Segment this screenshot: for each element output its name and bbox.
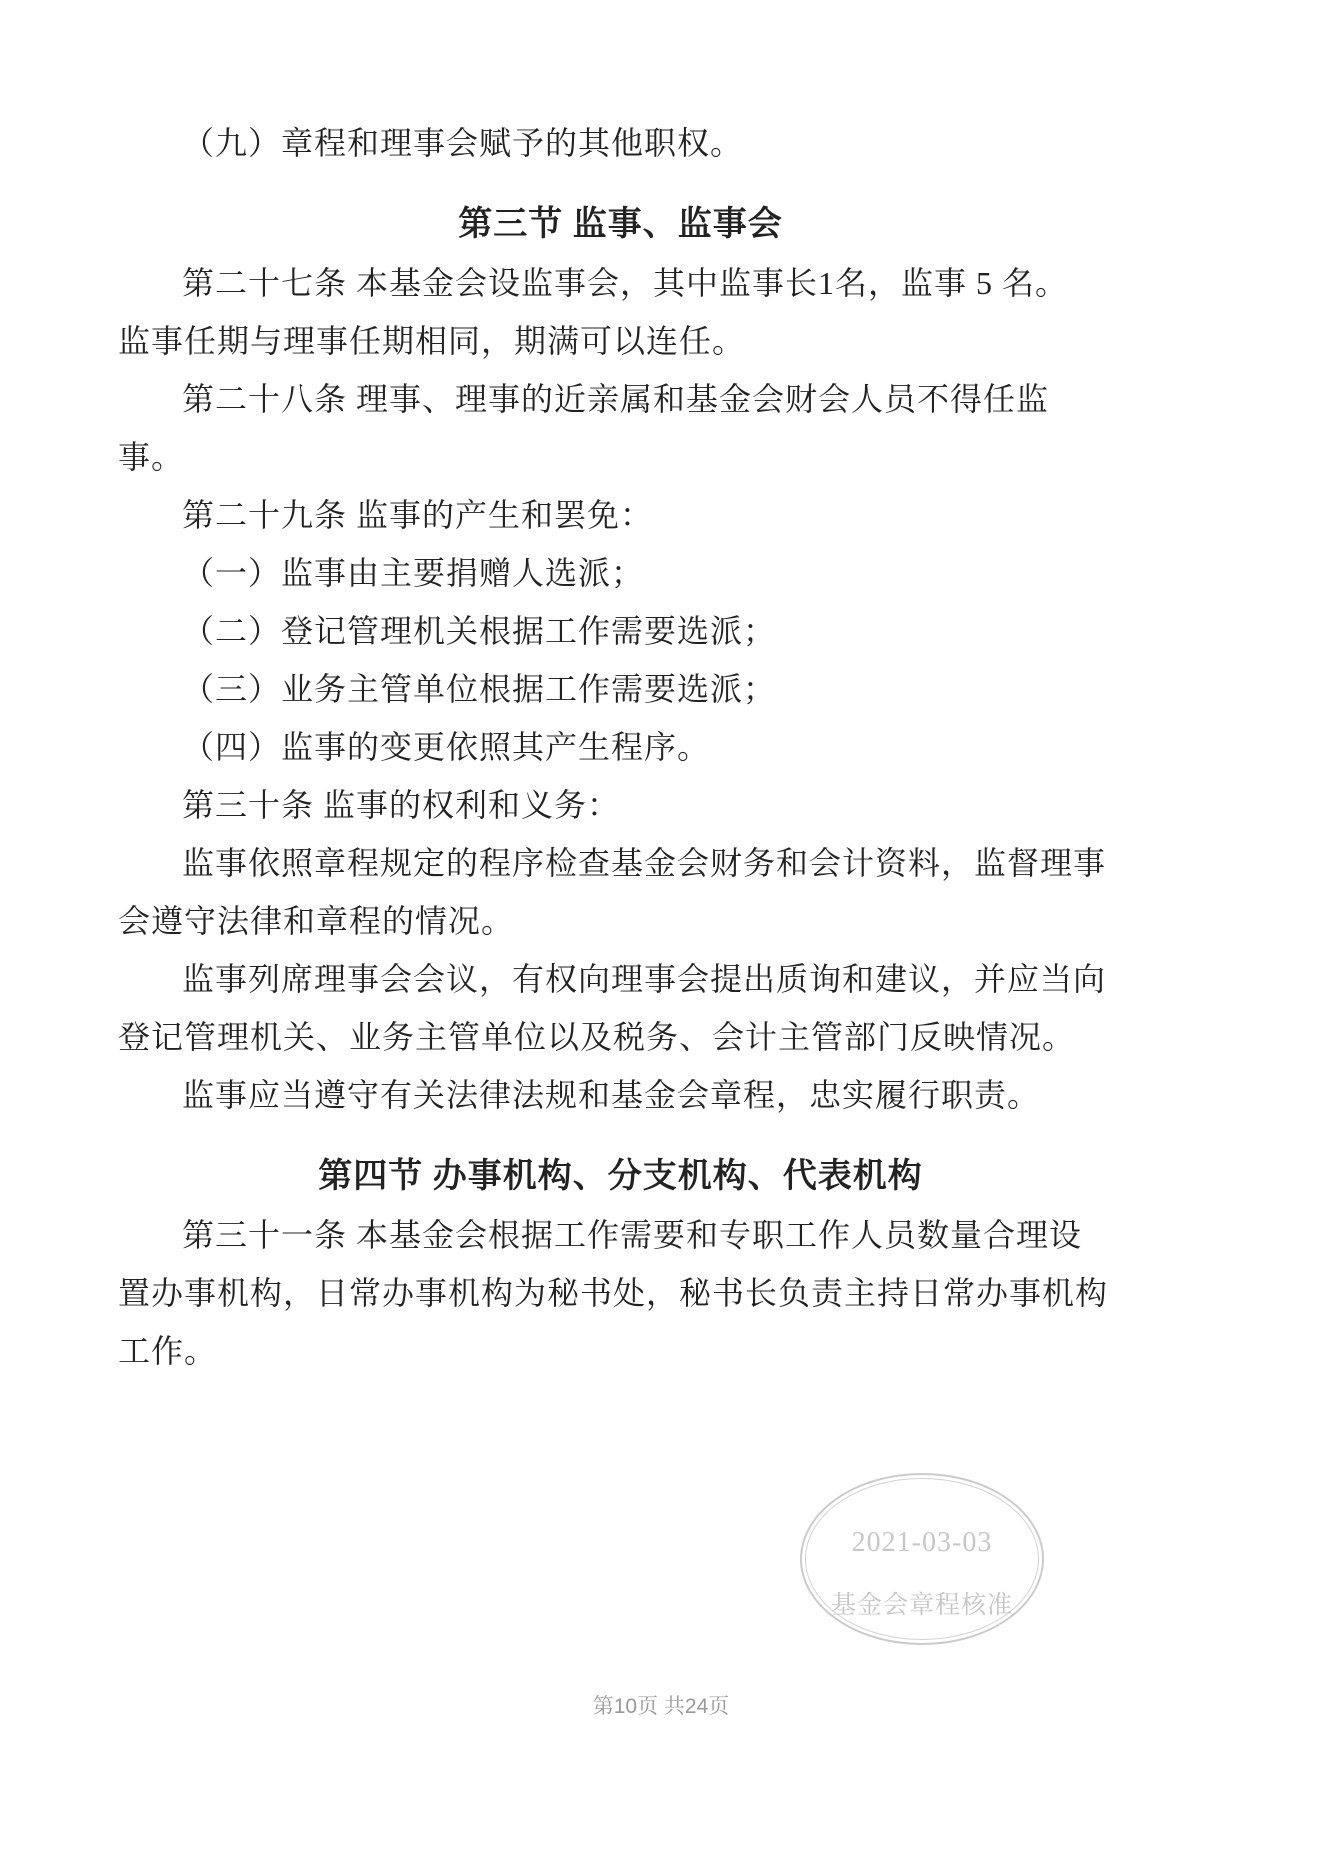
text-line: 监事应当遵守有关法律法规和基金会章程，忠实履行职责。 xyxy=(182,1077,1041,1113)
text-line: 登记管理机关、业务主管单位以及税务、会计主管部门反映情况。 xyxy=(118,1019,1076,1055)
text-line: 第三十条 监事的权利和义务： xyxy=(182,787,621,823)
text-line: 会遵守法律和章程的情况。 xyxy=(118,903,515,939)
text-line: 工作。 xyxy=(118,1333,218,1369)
document-body xyxy=(118,114,1123,1380)
seal-label: 基金会章程核准 xyxy=(830,1592,1013,1619)
page-number: 第10页 共24页 xyxy=(592,1695,730,1718)
text-line: 第二十九条 监事的产生和罢免： xyxy=(182,497,654,533)
text-line: 监事依照章程规定的程序检查基金会财务和会计资料，监督理事 xyxy=(182,845,1107,881)
text-line: 第二十八条 理事、理事的近亲属和基金会财会人员不得任监 xyxy=(182,381,1050,417)
list-item-line: （三）业务主管单位根据工作需要选派； xyxy=(182,671,777,707)
text-line: 监事列席理事会会议，有权向理事会提出质询和建议，并应当向 xyxy=(182,961,1107,997)
section-heading: 第三节 监事、监事会 xyxy=(458,206,783,243)
text-line: 第三十一条 本基金会根据工作需要和专职工作人员数量合理设 xyxy=(182,1217,1083,1253)
section-heading: 第四节 办事机构、分支机构、代表机构 xyxy=(318,1158,923,1195)
list-item-line: （二）登记管理机关根据工作需要选派； xyxy=(182,613,777,649)
list-item-line: （四）监事的变更依照其产生程序。 xyxy=(182,729,711,765)
list-item-line: （一）监事由主要捐赠人选派； xyxy=(182,555,645,591)
text-line: 置办事机构，日常办事机构为秘书处，秘书长负责主持日常办事机构 xyxy=(118,1275,1109,1311)
approval-seal xyxy=(800,1473,1044,1645)
text-line: （九）章程和理事会赋予的其他职权。 xyxy=(182,125,744,161)
text-line: 事。 xyxy=(118,439,185,475)
text-line: 监事任期与理事任期相同，期满可以连任。 xyxy=(118,323,746,359)
page-footer xyxy=(0,1690,1322,1720)
text-line: 第二十七条 本基金会设监事会，其中监事长1名，监事 5 名。 xyxy=(182,265,1069,301)
seal-date: 2021-03-03 xyxy=(851,1527,993,1558)
